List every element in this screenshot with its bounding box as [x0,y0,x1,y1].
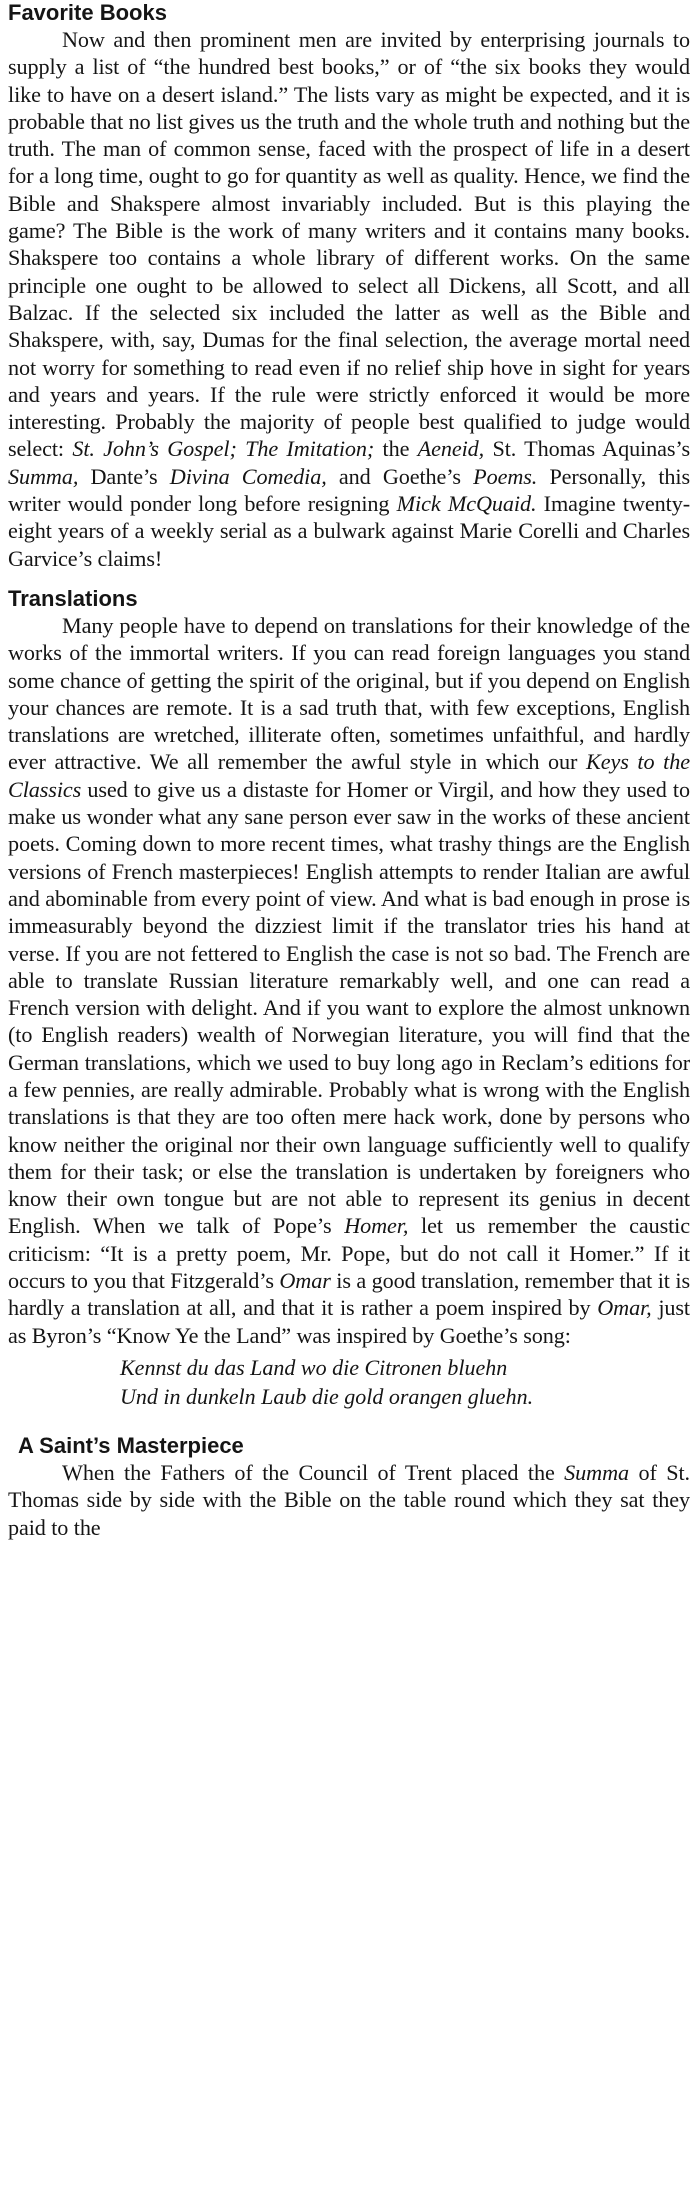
section-saints-masterpiece [8,1433,690,1541]
section-favorite-books [8,0,690,572]
section-paragraph: Many people have to depend on translations for their knowledge of the works of the immortal writers. If you can read foreign languages you stand some chance of getting the spirit of the original, but if you depend on English your chances are remote. It is a sad truth that, with few exceptions, English translations are wretched, illiterate often, sometimes unfaithful, and hardly ever attractive. We all remember the awful style in which our Keys to the Classics used to give us a distaste for Homer or Virgil, and how they used to make us wonder what any sane person ever saw in the works of these ancient poets. Coming down to more recent times, what trashy things are the English versions of French masterpieces! English attempts to render Italian are awful and abominable from every point of view. And what is bad enough in prose is immeasurably beyond the dizziest limit if the translator tries his hand at verse. If you are not fettered to English the case is not so bad. The French are able to translate Russian literature remarkably well, and one can read a French version with delight. And if you want to explore the almost unknown (to English readers) wealth of Norwegian literature, you will find that the German translations, which we used to buy long ago in Reclam’s editions for a few pennies, are really admirable. Probably what is wrong with the English translations is that they are too often mere hack work, done by persons who know neither the original nor their own language sufficiently well to qualify them for their task; or else the translation is undertaken by foreigners who know their own tongue but are not able to represent its genius in decent English. When we talk of Pope’s Homer, let us remember the caustic criticism: “It is a pretty poem, Mr. Pope, but do not call it Homer.” If it occurs to you that Fitzgerald’s Omar is a good translation, remember that it is hardly a translation at all, and that it is rather a poem inspired by Omar, just as Byron’s “Know Ye the Land” was inspired by Goethe’s song: [8,612,690,1348]
section-heading: Translations [8,585,138,611]
section-paragraph: When the Fathers of the Council of Trent placed the Summa of St. Thomas side by side with the Bible on the table round which they sat they paid to the [8,1459,690,1540]
section-paragraph: Now and then prominent men are invited by enterprising journals to supply a list of “the hundred best books,” or of “the six books they would like to have on a desert island.” The lists vary as might be expected, and it is probable that no list gives us the truth and the whole truth and nothing but the truth. The man of common sense, faced with the prospect of life in a desert for a long time, ought to go for quantity as well as quality. Hence, we find the Bible and Shakspere almost invariably included. But is this playing the game? The Bible is the work of many writers and it contains many books. Shakspere too contains a whole library of different works. On the same principle one ought to be allowed to select all Dickens, all Scott, and all Balzac. If the selected six included the latter as well as the Bible and Shakspere, with, say, Dumas for the final selection, the average mortal need not worry for something to read even if no relief ship hove in sight for years and years and years. If the rule were strictly enforced it would be more interesting. Probably the majority of people best qualified to judge would select: St. John’s Gospel; The Imitation; the Aeneid, St. Thomas Aquinas’s Summa, Dante’s Divina Comedia, and Goethe’s Poems. Personally, this writer would ponder long before resigning Mick McQuaid. Imagine twenty-eight years of a weekly serial as a bulwark against Marie Corelli and Charles Garvice’s claims! [8,27,691,571]
verse-quote [8,1353,690,1411]
verse-line: Kennst du das Land wo die Citronen bluehn [120,1354,508,1380]
section-translations [8,586,690,1411]
verse-line: Und in dunkeln Laub die gold orangen gluehn. [120,1383,534,1409]
section-heading: A Saint’s Masterpiece [18,1432,244,1458]
section-heading: Favorite Books [8,0,167,25]
